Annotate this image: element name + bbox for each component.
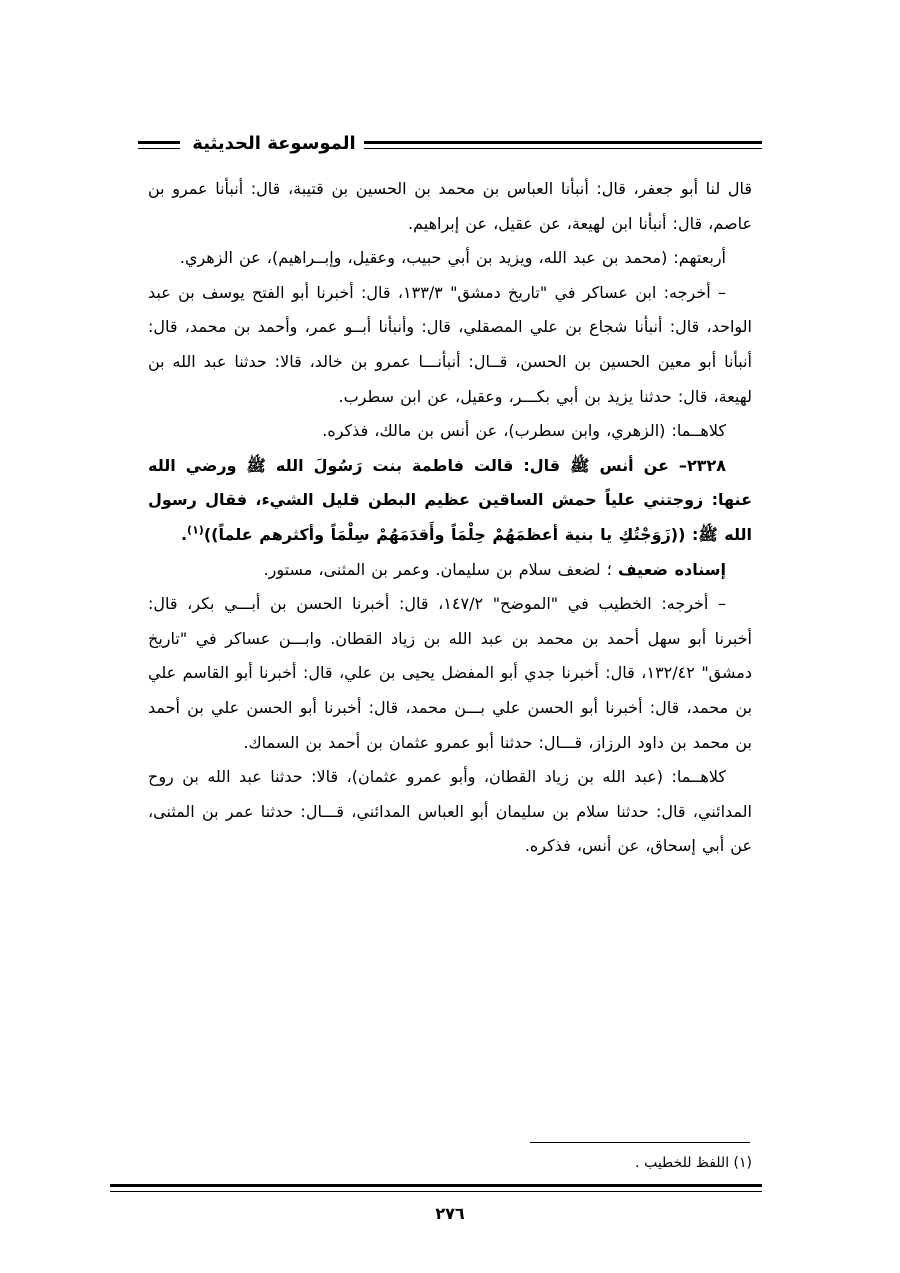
header-rule-left	[138, 141, 180, 144]
footnote-ref: (١)	[187, 523, 204, 537]
header-rule-right	[364, 141, 762, 144]
main-text	[148, 172, 752, 1102]
isnad-label: إسناده ضعيف	[617, 559, 726, 579]
header-title: الموسوعة الحديثية	[192, 133, 356, 154]
running-header	[138, 128, 762, 164]
page-number: ٢٧٦	[435, 1204, 465, 1223]
paragraph-5: – أخرجه: الخطيب في "الموضح" ١٤٧/٢، قال: أخبرنا الحسن بن أبـــي بكر، قال: أخبرنا أبو سهل أحمد بن محمد بن عبد الله بن زياد القطان. وابـــن عساكر في "تاريخ دمشق" ١٣٢/٤٢، قال: أخبرنا جدي أبو المفضل يحيى بن علي، قال: أخبرنا أبو القاسم علي بن محمد، قال: أخبرنا أبو الحسن علي بـــن محمد، قال: أخبرنا أبو الحسن علي بن أحمد بن محمد بن داود الرزاز، قـــال: حدثنا أبو عمرو عثمان بن أحمد بن السماك.	[148, 594, 752, 752]
paragraph-4: كلاهــما: (الزهري، وابن سطرب)، عن أنس بن مالك، فذكره.	[322, 421, 726, 441]
header-rule-right-thin	[364, 148, 762, 149]
hadith-end: .	[180, 524, 188, 544]
footer-rule-thin	[110, 1191, 762, 1192]
hadith-paragraph	[148, 449, 752, 553]
footer-rule-thick	[110, 1184, 762, 1187]
paragraph-6: كلاهــما: (عبد الله بن زياد القطان، وأبو عمرو عثمان)، قالا: حدثنا عبد الله بن روح المدائني، قال: حدثنا سلام بن سليمان أبو العباس المدائني، قـــال: حدثنا عمر بن المثنى، عن أبي إسحاق، عن أنس، فذكره.	[148, 767, 752, 856]
isnad-text: ؛ لضعف سلام بن سليمان. وعمر بن المثنى، مستور.	[263, 559, 612, 579]
paragraph-2: أربعتهم: (محمد بن عبد الله، ويزيد بن أبي حبيب، وعقيل، وإبــراهيم)، عن الزهري.	[179, 248, 726, 268]
hadith-text: ٢٣٢٨– عن أنس ﷺ قال: قالت فاطمة بنت رَسُولَ الله ﷺ ورضي الله عنها: زوجتني علياً حمش الساقين عظيم البطن قليل الشيء، فقال رسول الله ﷺ: ((زَوَجْتُكِ يا بنية أعظمَهُمْ حِلْمَاً وأَقدَمَهُمْ سِلْمَاً وأكثرهم علماً))	[148, 455, 752, 544]
paragraph-1: قال لنا أبو جعفر، قال: أنبأنا العباس بن محمد بن الحسين بن قتيبة، قال: أنبأنا عمرو بن عاصم، قال: أنبأنا ابن لهيعة، عن عقيل، عن إبراهيم.	[148, 179, 752, 233]
isnad-paragraph	[148, 553, 752, 588]
footnote: (١) اللفظ للخطيب .	[635, 1155, 752, 1171]
paragraph-3: – أخرجه: ابن عساكر في "تاريخ دمشق" ١٣٣/٣، قال: أخبرنا أبو الفتح يوسف بن عبد الواحد، قال: أنبأنا شجاع بن علي المصقلي، قال: وأنبأنا أبــو عمر، وأحمد بن محمد، قال: أنبأنا أبو معين الحسين بن الحسن، قــال: أنبأنـــا عمرو بن خالد، قالا: حدثنا عبد الله بن لهيعة، قال: حدثنا يزيد بن أبي بكـــر، وعقيل، عن ابن سطرب.	[148, 282, 752, 406]
header-rule-left-thin	[138, 148, 180, 149]
footnote-separator	[530, 1142, 750, 1143]
